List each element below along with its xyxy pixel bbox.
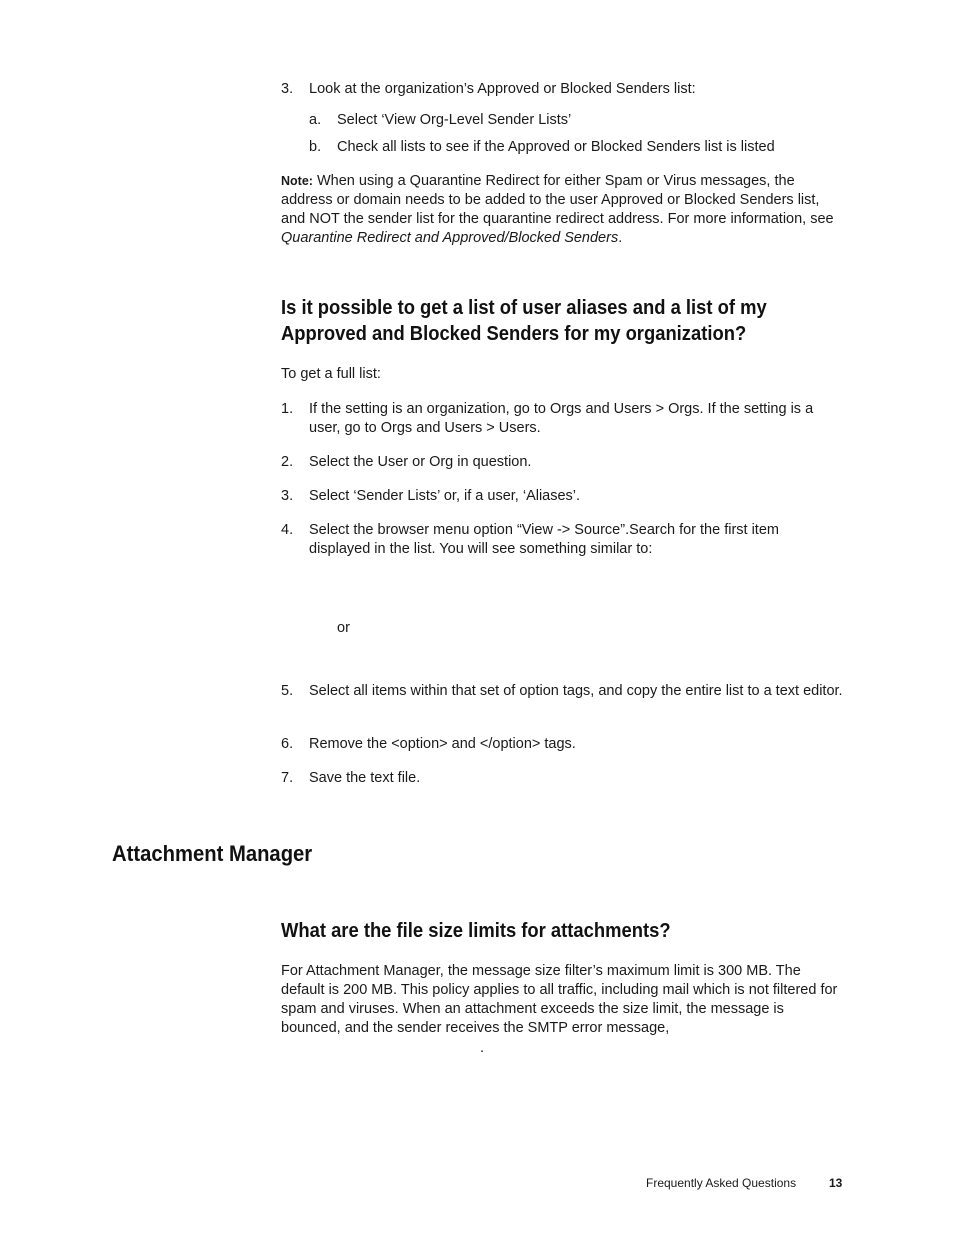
sub-list-item-text: Check all lists to see if the Approved or Blocked Senders list is listed (337, 139, 775, 155)
intro-text: To get a full list: (281, 366, 381, 382)
list-item-text: Save the text file. (309, 770, 421, 786)
list-number: 3. (281, 81, 294, 97)
note-label: Note: (281, 174, 313, 188)
note-paragraph (281, 172, 841, 248)
body-paragraph: For Attachment Manager, the message size filter’s maximum limit is 300 MB. The default is 200 MB. This policy applies to all traffic, including mail which is not filtered for spam and viruses. When an attachment exceeds the size limit, the message is bounced, and the sender receives the SMTP error message, (281, 963, 838, 1036)
list-item-text: Select ‘Sender Lists’ or, if a user, ‘Aliases’. (309, 488, 581, 504)
list-number: 1. (281, 401, 294, 417)
list-item-text: Look at the organization’s Approved or Blocked Senders list: (309, 81, 696, 97)
sub-list-letter: b. (309, 139, 322, 155)
sub-list-letter: a. (309, 112, 322, 128)
list-number: 3. (281, 488, 294, 504)
or-text: or (337, 620, 350, 636)
list-item-text: Select all items within that set of option tags, and copy the entire list to a text editor. (309, 683, 843, 699)
list-number: 2. (281, 454, 294, 470)
chapter-title: Attachment Manager (112, 841, 313, 866)
footer-label: Frequently Asked Questions (646, 1176, 797, 1190)
page-number: 13 (829, 1176, 843, 1190)
note-end: . (618, 230, 623, 246)
list-item-text: Remove the <option> and </option> tags. (309, 736, 576, 752)
section-heading: What are the file size limits for attachments? (281, 920, 671, 942)
list-number: 5. (281, 683, 294, 699)
list-item-text: If the setting is an organization, go to Orgs and Users > Orgs. If the setting is a user, go to Orgs and Users > Users. (309, 401, 814, 436)
trailing-period: . (480, 1040, 485, 1056)
list-number: 7. (281, 770, 294, 786)
list-item-text: Select the User or Org in question. (309, 454, 532, 470)
note-reference: Quarantine Redirect and Approved/Blocked Senders (281, 230, 619, 246)
list-item-text: Select the browser menu option “View -> Source”.Search for the first item displayed in the list. You will see something similar to: (309, 522, 779, 557)
sub-list-item-text: Select ‘View Org-Level Sender Lists’ (337, 112, 572, 128)
list-number: 6. (281, 736, 294, 752)
section-heading: Is it possible to get a list of user aliases and a list of my Approved and Blocked Senders for my organization? (281, 297, 767, 345)
list-number: 4. (281, 522, 294, 538)
note-text: When using a Quarantine Redirect for either Spam or Virus messages, the address or domain needs to be added to the user Approved or Blocked Senders list, and NOT the sender list for the quarantine redirect address. For more information, see (281, 173, 834, 227)
